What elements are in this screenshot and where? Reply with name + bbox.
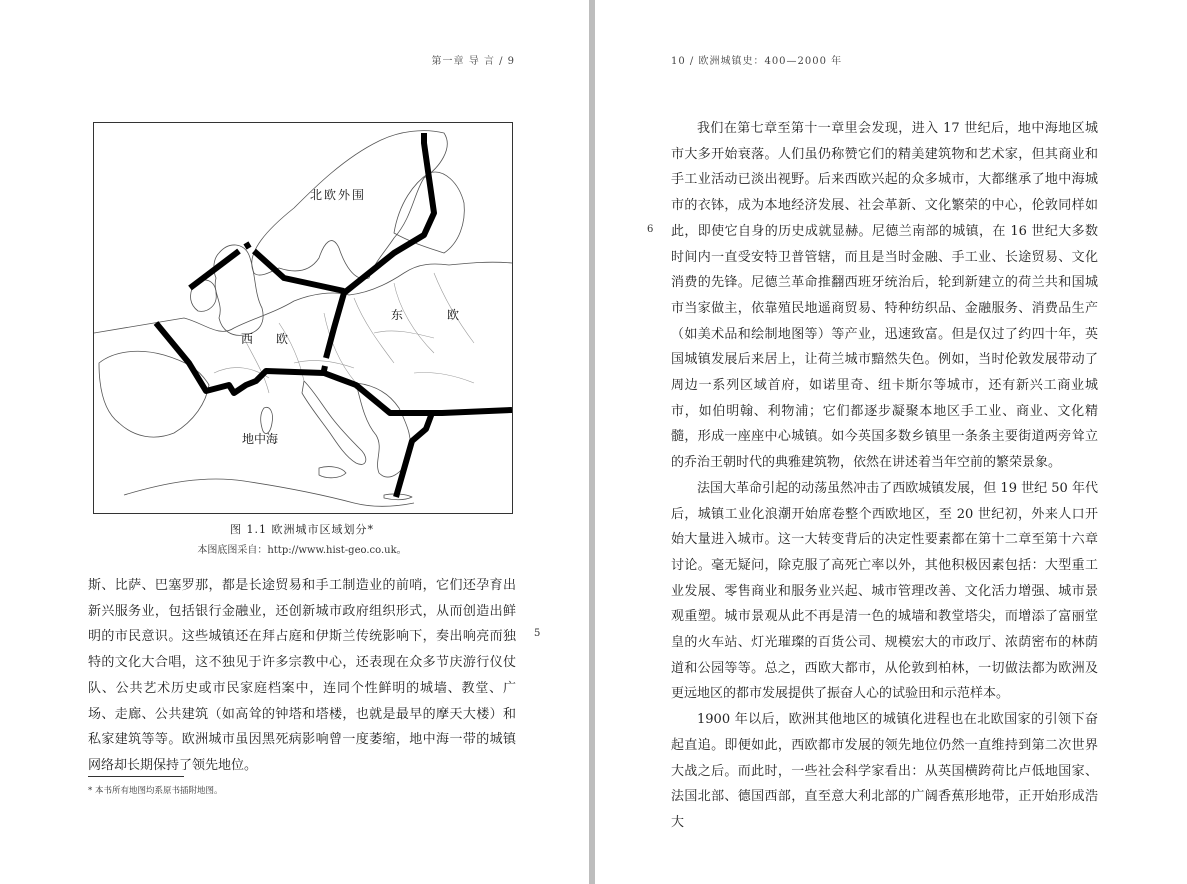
sardinia-island <box>261 407 273 433</box>
europe-region-map <box>93 122 513 514</box>
italy-coast <box>302 381 366 464</box>
continental-coast <box>94 262 512 333</box>
right-page-header: 10 / 欧洲城镇史：400—2000 年 <box>671 56 843 67</box>
map-label-mediterranean: 地中海 <box>242 432 279 446</box>
footnote: * 本书所有地图均系原书插附地图。 <box>88 786 223 796</box>
figure-caption: 图 1.1 欧洲城市区域划分* <box>230 523 374 536</box>
left-paragraph: 斯、比萨、巴塞罗那，都是长途贸易和手工制造业的前哨，它们还孕育出新兴服务业，包括银行金融业，还创新城市政府组织形式，从而创造出鲜明的市民意识。这些城镇还在拜占庭和伊斯兰传统影响下，奏出响亮而独特的文化大合唱，这不独见于许多宗教中心，还表现在众多节庆游行仪仗队、公共艺术历史或市民家庭档案中，连同个性鲜明的城墙、教堂、广场、走廊、公共建筑（如高耸的钟塔和塔楼，也就是最早的摩天大楼）和私家建筑等等。欧洲城市虽因黑死病影响曾一度萎缩，地中海一带的城镇网络却长期保持了领先地位。 <box>88 578 516 773</box>
left-page <box>0 0 589 884</box>
map-label-north: 北欧外围 <box>310 188 367 202</box>
scandinavia-coast <box>252 131 447 279</box>
map-label-east-1: 东 <box>391 308 404 322</box>
balkans-coast <box>356 383 411 477</box>
north-africa-coast <box>124 479 414 506</box>
footnote-rule <box>88 776 184 777</box>
left-body-text <box>88 573 516 779</box>
right-paragraph-2: 法国大革命引起的动荡虽然冲击了西欧城镇发展，但 19 世纪 50 年代后，城镇工业化浪潮开始席卷整个西欧地区，至 20 世纪初，外来人口开始大量进入城市。这一大转变背后的决定性要素都在第十二章至第十六章讨论。毫无疑问，除克服了高死亡率以外，其他积极因素包括：大型重工业发展、零售商业和服务业兴起、城市管理改善、文化活力增强、城市景观重塑。城市景观从此不再是清一色的城墙和教堂塔尖，而增添了富丽堂皇的火车站、灯光璀璨的百货公司、规模宏大的市政厅、浓荫密布的林荫道和公园等等。总之，西欧大都市，从伦敦到柏林，一切做法都为欧洲及更远地区的都市发展提供了振奋人心的试验田和示范样本。 <box>671 480 1098 702</box>
map-label-west-2: 欧 <box>276 332 289 346</box>
right-body-text <box>671 116 1098 836</box>
map-label-east-2: 欧 <box>447 308 460 322</box>
right-page <box>595 0 1187 884</box>
north-boundary-dash <box>245 244 250 247</box>
north-boundary-line <box>190 251 239 288</box>
central-boundary-line <box>326 133 434 358</box>
map-label-west-1: 西 <box>241 332 254 346</box>
britain-coast <box>214 245 263 335</box>
left-page-header: 第一章 导 言 / 9 <box>431 56 515 67</box>
right-margin-page-number: 6 <box>647 224 654 235</box>
sicily-island <box>319 467 346 478</box>
right-paragraph-3: 1900 年以后，欧洲其他地区的城镇化进程也在北欧国家的引领下奋起直追。即便如此，西欧都市发展的领先地位仍然一直维持到第二次世界大战之后。而此时，一些社会科学家看出：从英国横跨荷比卢低地国家、法国北部、德国西部，直至意大利北部的广阔香蕉形地带，正开始形成浩大 <box>671 712 1098 830</box>
left-margin-page-number: 5 <box>534 628 541 639</box>
right-paragraph-1: 我们在第七章至第十一章里会发现，进入 17 世纪后，地中海地区城市大多开始衰落。人们虽仍称赞它们的精美建筑物和艺术家，但其商业和手工业活动已淡出视野。后来西欧兴起的众多城市，大都继承了地中海城市的衣钵，成为本地经济发展、社会革新、文化繁荣的中心，伦敦同样如此，即使它自身的历史成就显赫。尼德兰南部的城镇，在 16 世纪大多数时间内一直受安特卫普管辖，而且是当时金融、手工业、长途贸易、文化消费的先锋。尼德兰革命推翻西班牙统治后，轮到新建立的荷兰共和国城市当家做主，依靠殖民地遥商贸易、特种纺织品、金融服务、消费品生产（如美术品和绘制地图等）等产业，迅速致富。但是仅过了约四十年，英国城镇发展后来居上，让荷兰城市黯然失色。例如，当时伦敦发展带动了周边一系列区域首府，如诺里奇、纽卡斯尔等城市，还有新兴工商业城市，如伯明翰、利物浦；它们都逐步凝聚本地区手工业、商业、文化精髓，形成一座座中心城镇。如今英国多数乡镇里一条条主要街道两旁耸立的乔治王朝时代的典雅建筑物，依然在讲述着当年空前的繁荣景象。 <box>671 121 1098 471</box>
figure-source: 本图底图采自：http://www.hist-geo.co.uk。 <box>197 545 407 556</box>
east-boundary-line <box>396 413 432 497</box>
